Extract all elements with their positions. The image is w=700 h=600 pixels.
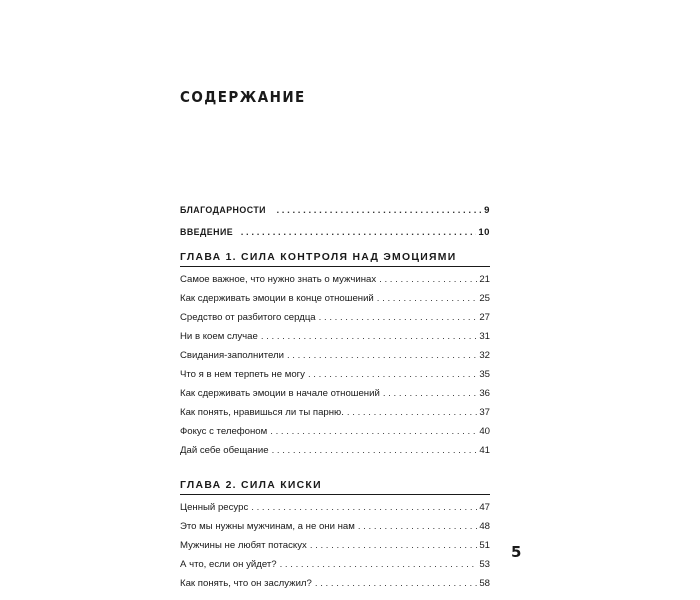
dot-leader <box>319 312 478 324</box>
toc-entry-page: 41 <box>479 445 490 456</box>
dot-leader <box>270 426 477 438</box>
toc-entry-title: Свидания-заполнители <box>180 350 284 361</box>
toc-entry[interactable] <box>180 350 490 362</box>
dot-leader <box>251 502 477 514</box>
toc-entry-page: 32 <box>479 350 490 361</box>
toc-entry-page: 9 <box>484 205 490 216</box>
toc-entry-page: 10 <box>478 227 490 238</box>
toc-entry[interactable] <box>180 426 490 438</box>
chapter-1-heading[interactable]: ГЛАВА 1. СИЛА КОНТРОЛЯ НАД ЭМОЦИЯМИ <box>180 251 490 267</box>
toc-entry-page: 21 <box>479 274 490 285</box>
toc-entry[interactable] <box>180 293 490 305</box>
toc-entry[interactable] <box>180 407 490 419</box>
toc-entry-title: Что я в нем терпеть не могу <box>180 369 305 380</box>
page-number: 5 <box>511 543 522 561</box>
dot-leader <box>379 274 477 286</box>
dot-leader <box>241 227 477 239</box>
toc-entry-title: А что, если он уйдет? <box>180 559 277 570</box>
toc-entry-introduction[interactable] <box>180 227 490 239</box>
toc-entry-title: Это мы нужны мужчинам, а не они нам <box>180 521 355 532</box>
toc-entry-title: Самое важное, что нужно знать о мужчинах <box>180 274 377 285</box>
dot-leader <box>308 369 477 381</box>
toc-entry-page: 36 <box>479 388 490 399</box>
toc-entry-title: Как сдерживать эмоции в конце отношений <box>180 293 374 304</box>
dot-leader <box>276 205 482 217</box>
toc-entry-title: Фокус с телефоном <box>180 426 268 437</box>
toc-entry[interactable] <box>180 559 490 571</box>
toc-entry[interactable] <box>180 445 490 457</box>
toc-entry-page: 25 <box>479 293 490 304</box>
toc-entry-page: 31 <box>479 331 490 342</box>
toc-entry-title: Мужчины не любят потаскух <box>180 540 307 551</box>
toc-entry[interactable] <box>180 312 490 324</box>
toc-entry-title: Ни в коем случае <box>180 331 258 342</box>
toc-entry-title: Как сдерживать эмоции в начале отношений <box>180 388 380 399</box>
toc-entry-title: Средство от разбитого сердца <box>180 312 316 323</box>
page-title: СОДЕРЖАНИЕ <box>180 88 306 106</box>
toc-entry-title: ВВЕДЕНИЕ <box>180 227 234 238</box>
dot-leader <box>287 350 477 362</box>
toc-entry-title: БЛАГОДАРНОСТИ <box>180 205 266 216</box>
chapter-2-heading[interactable]: ГЛАВА 2. СИЛА КИСКИ <box>180 479 490 495</box>
dot-leader <box>347 407 477 419</box>
dot-leader <box>261 331 478 343</box>
dot-leader <box>358 521 477 533</box>
toc-entry-title: Ценный ресурс <box>180 502 249 513</box>
toc-entry-title: Как понять, что он заслужил? <box>180 578 312 589</box>
toc-entry-title: Как понять, нравишься ли ты парню. <box>180 407 344 418</box>
toc-entry-page: 51 <box>479 540 490 551</box>
toc-entry[interactable] <box>180 388 490 400</box>
toc-entry-page: 40 <box>479 426 490 437</box>
toc-entry-page: 53 <box>479 559 490 570</box>
toc-entry-page: 35 <box>479 369 490 380</box>
toc-entry[interactable] <box>180 521 490 533</box>
toc-entry-page: 27 <box>479 312 490 323</box>
toc-entry[interactable] <box>180 502 490 514</box>
toc-entry[interactable] <box>180 331 490 343</box>
toc-entry[interactable] <box>180 274 490 286</box>
dot-leader <box>383 388 478 400</box>
toc-entry[interactable] <box>180 578 490 590</box>
dot-leader <box>315 578 477 590</box>
toc-entry-page: 48 <box>479 521 490 532</box>
toc-entry[interactable] <box>180 369 490 381</box>
table-of-contents <box>180 205 490 597</box>
toc-entry-page: 47 <box>479 502 490 513</box>
toc-entry-title: Дай себе обещание <box>180 445 269 456</box>
dot-leader <box>310 540 478 552</box>
dot-leader <box>377 293 478 305</box>
toc-entry-acknowledgements[interactable] <box>180 205 490 217</box>
toc-entry[interactable] <box>180 540 490 552</box>
dot-leader <box>272 445 478 457</box>
toc-entry-page: 58 <box>479 578 490 589</box>
toc-entry-page: 37 <box>479 407 490 418</box>
dot-leader <box>280 559 478 571</box>
